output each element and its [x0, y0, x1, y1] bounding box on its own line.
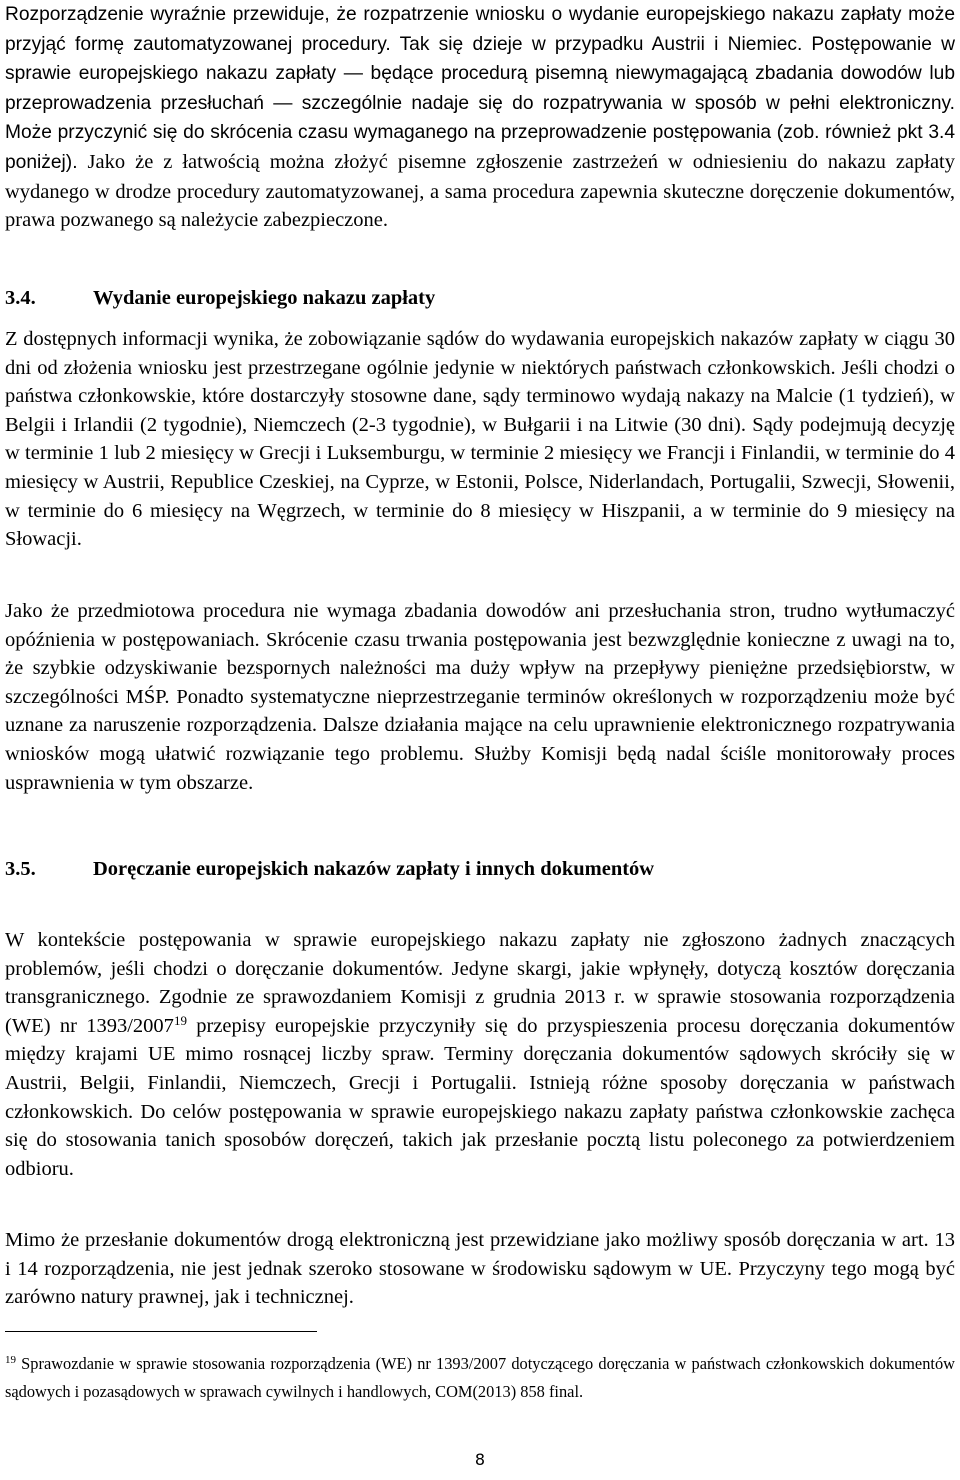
- section-number: 3.4.: [5, 287, 36, 309]
- footnote: [5, 1350, 955, 1406]
- paragraph-electronic-service: Mimo że przesłanie dokumentów drogą elektroniczną jest przewidziane jako możliwy sposób doręczania w art. 13 i 14 rozporządzenia, nie jest jednak szeroko stosowane w środowisku sądowym w UE. Przyczyny tego mogą być zarówno natury prawnej, jak i technicznej.: [5, 1229, 955, 1309]
- paragraph-text: W kontekście postępowania w sprawie europejskiego nakazu zapłaty nie zgłoszono żadnych znaczących problemów, jeśli chodzi o doręczanie dokumentów. Jedyne skargi, jakie wpłynęły, dotyczą kosztów doręczania transgranicznego. Zgodnie ze sprawozdaniem Komisji z grudnia 2013 r. w sprawie stosowania rozporządzenia (WE) nr 1393/2007: [5, 929, 955, 1037]
- page-number: 8: [474, 1450, 486, 1469]
- footnote-text: Sprawozdanie w sprawie stosowania rozporządzenia (WE) nr 1393/2007 dotyczącego doręczania w państwach członkowskich dokumentów sądowych i pozasądowych w sprawach cywilnych i handlowych, COM(2013) 858 final.: [5, 1354, 955, 1401]
- footnote-marker: 19: [5, 1354, 16, 1366]
- section-title: Wydanie europejskiego nakazu zapłaty: [93, 287, 436, 309]
- paragraph-service-of-documents: [5, 926, 955, 1183]
- paragraph-delays: Jako że przedmiotowa procedura nie wymaga zbadania dowodów ani przesłuchania stron, trudno wytłumaczyć opóźnienia w postępowaniach. Skrócenie czasu trwania postępowania jest bezwzględnie konieczne z uwagi na to, że szybkie odzyskiwanie bezspornych należności ma duży wpływ na przepływy pieniężne przedsiębiorstw, w szczególności MŚP. Ponadto systematyczne nieprzestrzeganie terminów określonych w rozporządzeniu może być uznane za naruszenie rozporządzenia. Dalsze działania mające na celu uprawnienie elektronicznego rozpatrywania wniosków mogą ułatwić rozwiązanie tego problemu. Służby Komisji będą nadal ściśle monitorowały proces usprawnienia w tym obszarze.: [5, 600, 955, 794]
- paragraph-serif-segment: Jako że z łatwością można złożyć pisemne zgłoszenie zastrzeżeń w odniesieniu do nakazu zapłaty wydanego w drodze procedury zautomatyzowanej, a sama procedura zapewnia skuteczne doręczenie dokumentów, prawa pozwanego są należycie zabezpieczone.: [5, 150, 956, 232]
- section-number: 3.5.: [5, 858, 36, 880]
- footnote-separator: [5, 1331, 317, 1332]
- paragraph-sans-segment: Rozporządzenie wyraźnie przewiduje, że rozpatrzenie wniosku o wydanie europejskiego nakazu zapłaty może przyjąć formę zautomatyzowanej procedury. Tak się dzieje w przypadku Austrii i Niemiec.: [5, 4, 955, 55]
- footnote-reference[interactable]: 19: [173, 1012, 187, 1028]
- section-title: Doręczanie europejskich nakazów zapłaty i innych dokumentów: [93, 858, 655, 880]
- paragraph-text: przepisy europejskie przyczyniły się do przyspieszenia procesu doręczania dokumentów między krajami UE mimo rosnącej liczby spraw. Terminy doręczania dokumentów sądowych skróciły się w Austrii, Belgii, Finlandii, Niemczech, Grecji i Portugalii. Istnieją różne sposoby doręczania w państwach członkowskich. Do celów postępowania w sprawie europejskiego nakazu zapłaty państwa członkowskie zachęca się do stosowania tanich sposobów doręczeń, takich jak przesłanie pocztą listu poleconego za potwierdzeniem odbioru.: [5, 1014, 955, 1180]
- paragraph-sans-segment-2: Postępowanie w sprawie europejskiego nakazu zapłaty — będące procedurą pisemną niewymagającą zbadania dowodów lub przeprowadzenia przesłuchań — szczególnie nadaje się do rozpatrywania w sposób w pełni elektroniczny. Może przyczynić się do skrócenia czasu wymaganego na przeprowadzenie postępowania (zob. również pkt 3.4 poniżej).: [5, 33, 956, 173]
- paragraph-automated-procedure: [5, 0, 955, 235]
- paragraph-deadlines: Z dostępnych informacji wynika, że zobowiązanie sądów do wydawania europejskich nakazów zapłaty w ciągu 30 dni od złożenia wniosku jest przestrzegane ogólnie jedynie w niektórych państwach członkowskich. Jeśli chodzi o państwa członkowskie, które dostarczyły stosowne dane, sądy terminowo wydają nakazy na Malcie (1 tydzień), w Belgii i Irlandii (2 tygodnie), Niemczech (2-3 tygodnie), w Bułgarii i na Litwie (30 dni). Sądy podejmują decyzję w terminie 1 lub 2 miesięcy w Grecji i Luksemburgu, w terminie 2 miesięcy we Francji i Finlandii, w terminie do 4 miesięcy w Austrii, Republice Czeskiej, na Cyprze, w Estonii, Polsce, Niderlandach, Portugalii, Szwecji, Słowenii, w terminie do 6 miesięcy na Węgrzech, w terminie do 8 miesięcy w Hiszpanii, a w terminie do 9 miesięcy na Słowacji.: [5, 328, 955, 551]
